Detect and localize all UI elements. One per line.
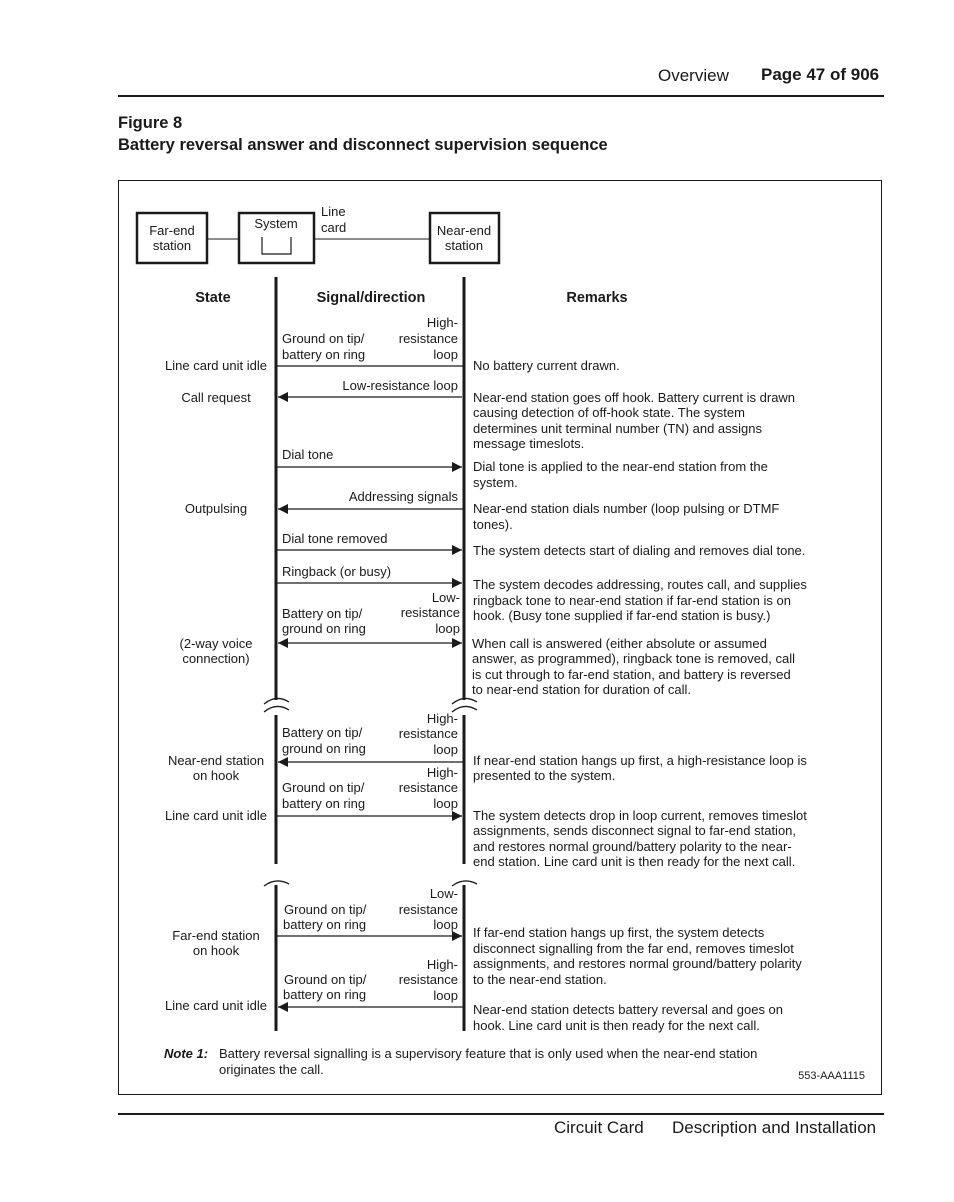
line-card-label-1: Line bbox=[321, 204, 346, 219]
near-end-label-2: station bbox=[444, 238, 484, 253]
signal-label: High- bbox=[426, 765, 458, 780]
state-label: Near-end station bbox=[167, 753, 265, 768]
signal-left-labels bbox=[282, 331, 391, 1002]
signal-label: Battery on tip/ bbox=[282, 725, 363, 740]
remark-line: The system detects drop in loop current, removes timeslot bbox=[473, 808, 807, 823]
column-signal: Signal/direction bbox=[316, 290, 426, 306]
state-label: Line card unit idle bbox=[165, 808, 267, 823]
note-text: Battery reversal signalling is a supervisory feature that is only used when the near-end station bbox=[219, 1046, 758, 1061]
signal-label: Addressing signals bbox=[348, 489, 458, 504]
near-end-label-1: Near-end bbox=[436, 223, 492, 238]
signal-label: Ground on tip/ bbox=[282, 780, 365, 795]
signal-label: Low- bbox=[429, 886, 458, 901]
figure-label: Figure 8 bbox=[118, 114, 183, 132]
signal-label: battery on ring bbox=[282, 347, 366, 362]
remark-line: assignments, and restores normal ground/battery polarity bbox=[473, 956, 802, 971]
signal-label: resistance bbox=[398, 972, 458, 987]
remark-line: disconnect signalling from the far end, removes timeslot bbox=[473, 941, 794, 956]
signal-label: High- bbox=[426, 711, 458, 726]
remark-line: The system detects start of dialing and removes dial tone. bbox=[473, 543, 806, 558]
remark-line: Near-end station detects battery reversal and goes on bbox=[473, 1002, 784, 1017]
remark-line: presented to the system. bbox=[473, 768, 616, 783]
signal-label: Battery on tip/ bbox=[282, 606, 363, 621]
line-card-label-2: card bbox=[321, 220, 347, 235]
signal-label: ground on ring bbox=[282, 741, 366, 756]
signal-label: High- bbox=[426, 315, 458, 330]
signal-label: loop bbox=[433, 347, 458, 362]
remark-line: determines unit terminal number (TN) and assigns bbox=[473, 421, 763, 436]
remark-line: Dial tone is applied to the near-end station from the bbox=[473, 459, 768, 474]
far-end-label-1: Far-end bbox=[149, 223, 195, 238]
figure-id: 553-AAA1115 bbox=[798, 1070, 865, 1082]
line-card-symbol bbox=[262, 237, 291, 254]
remark-line: If far-end station hangs up first, the system detects bbox=[473, 925, 765, 940]
remarks-column bbox=[472, 358, 807, 1033]
signal-label: Ground on tip/ bbox=[284, 902, 367, 917]
remark-line: The system decodes addressing, routes call, and supplies bbox=[473, 577, 807, 592]
signal-label: resistance bbox=[398, 331, 458, 346]
signal-label: Dial tone removed bbox=[282, 531, 388, 546]
remark-line: Near-end station dials number (loop pulsing or DTMF bbox=[473, 501, 780, 516]
signal-label: High- bbox=[426, 957, 458, 972]
state-label: connection) bbox=[182, 651, 250, 666]
signal-label: loop bbox=[435, 621, 460, 636]
signal-label: resistance bbox=[398, 902, 458, 917]
remark-line: No battery current drawn. bbox=[473, 358, 620, 373]
signal-right-labels bbox=[342, 315, 460, 1003]
remark-line: message timeslots. bbox=[473, 436, 585, 451]
signal-label: resistance bbox=[398, 780, 458, 795]
remark-line: When call is answered (either absolute or assumed bbox=[472, 636, 767, 651]
remark-line: tones). bbox=[473, 517, 513, 532]
signal-label: loop bbox=[433, 742, 458, 757]
state-label: on hook bbox=[192, 768, 240, 783]
signal-label: ground on ring bbox=[282, 621, 366, 636]
signal-label: Ground on tip/ bbox=[284, 972, 367, 987]
header-section: Overview bbox=[658, 66, 729, 85]
page-number: Page 47 of 906 bbox=[761, 65, 880, 84]
footer-rule bbox=[118, 1113, 884, 1115]
figure-title: Battery reversal answer and disconnect supervision sequence bbox=[118, 136, 608, 154]
remark-line: to the near-end station. bbox=[473, 972, 607, 987]
signal-label: loop bbox=[433, 917, 458, 932]
state-label: Line card unit idle bbox=[165, 358, 267, 373]
signal-label: Low- bbox=[431, 590, 460, 605]
remark-line: assignments, sends disconnect signal to far-end station, bbox=[473, 823, 797, 838]
remark-line: to near-end station for duration of call. bbox=[472, 682, 691, 697]
column-remarks: Remarks bbox=[566, 290, 628, 306]
remark-line: hook. Line card unit is then ready for the next call. bbox=[473, 1018, 760, 1033]
remark-line: is cut through to far-end station, and battery is reversed bbox=[472, 667, 791, 682]
remark-line: hook. (Busy tone supplied if far-end station is busy.) bbox=[473, 608, 771, 623]
signal-label: battery on ring bbox=[283, 917, 367, 932]
remark-line: answer, as programmed), ringback tone is removed, call bbox=[472, 651, 795, 666]
signal-label: Ringback (or busy) bbox=[282, 564, 392, 579]
signal-label: resistance bbox=[400, 605, 460, 620]
remark-line: If near-end station hangs up first, a high-resistance loop is bbox=[473, 753, 807, 768]
state-label: on hook bbox=[192, 943, 240, 958]
station-diagram bbox=[137, 204, 499, 263]
state-label: Call request bbox=[181, 390, 251, 405]
signal-label: Low-resistance loop bbox=[342, 378, 458, 393]
signal-label: Ground on tip/ bbox=[282, 331, 365, 346]
remark-line: ringback tone to near-end station if far-end station is on bbox=[473, 593, 791, 608]
note-label: Note 1: bbox=[164, 1046, 209, 1061]
footer-left: Circuit Card bbox=[554, 1118, 644, 1137]
remark-line: causing detection of off-hook state. The system bbox=[473, 405, 745, 420]
signal-label: battery on ring bbox=[282, 796, 366, 811]
signal-label: loop bbox=[433, 796, 458, 811]
remark-line: Near-end station goes off hook. Battery current is drawn bbox=[473, 390, 796, 405]
state-column bbox=[165, 358, 267, 1013]
remark-line: and restores normal ground/battery polarity to the near- bbox=[473, 839, 792, 854]
footer-right: Description and Installation bbox=[672, 1118, 877, 1137]
remark-line: system. bbox=[473, 475, 518, 490]
signal-label: resistance bbox=[398, 726, 458, 741]
state-label: Line card unit idle bbox=[165, 998, 267, 1013]
note-text: originates the call. bbox=[219, 1062, 324, 1077]
column-state: State bbox=[195, 290, 231, 306]
state-label: Outpulsing bbox=[184, 501, 248, 516]
far-end-label-2: station bbox=[152, 238, 192, 253]
signal-label: Dial tone bbox=[282, 447, 334, 462]
state-label: (2-way voice bbox=[179, 636, 253, 651]
system-label: System bbox=[254, 216, 298, 231]
remark-line: end station. Line card unit is then ready for the next call. bbox=[473, 854, 796, 869]
state-label: Far-end station bbox=[172, 928, 260, 943]
signal-label: loop bbox=[433, 988, 458, 1003]
signal-label: battery on ring bbox=[283, 987, 367, 1002]
